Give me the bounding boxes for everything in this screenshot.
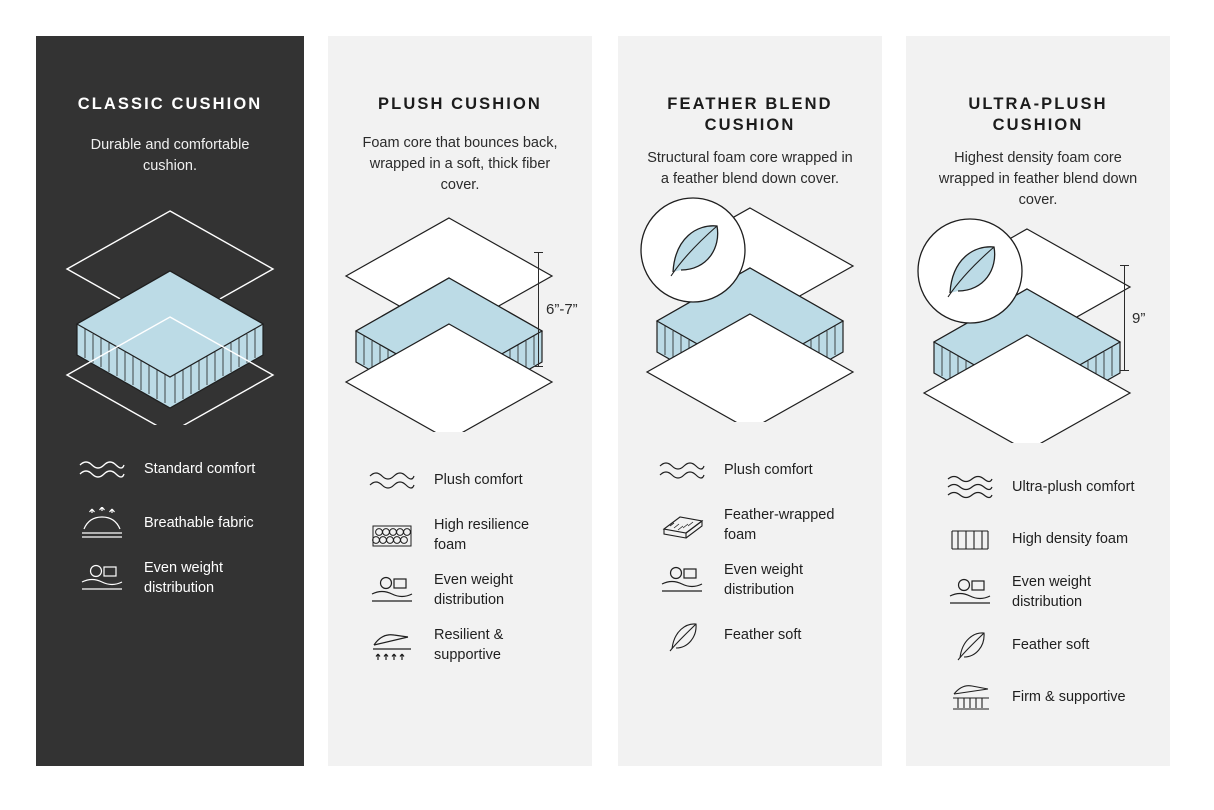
layered-cushion-illustration <box>635 192 865 427</box>
feature-item <box>944 678 1152 716</box>
feature-label: Resilient & supportive <box>434 627 504 663</box>
even-weight-distribution-icon <box>656 562 708 600</box>
feature-label: Firm & supportive <box>1012 688 1126 705</box>
layered-cushion-illustration <box>912 213 1142 448</box>
wave-lines-icon <box>656 452 708 490</box>
feature-item <box>944 626 1152 664</box>
high-density-foam-icon <box>944 521 996 559</box>
feature-label: Even weight distribution <box>434 572 513 608</box>
dimension-annotation <box>538 252 578 367</box>
card-description: Highest density foam core wrapped in feather blend down cover. <box>938 150 1138 209</box>
card-classic-cushion <box>36 36 304 766</box>
cushion-diagram <box>906 213 1170 463</box>
feature-item <box>656 617 864 655</box>
feature-label: High density foam <box>1012 531 1129 548</box>
feature-label: High resilience foam <box>434 517 530 553</box>
feature-label: Breathable fabric <box>144 515 254 532</box>
card-title: FEATHER BLEND CUSHION <box>667 95 833 135</box>
cushion-diagram <box>328 202 592 452</box>
feature-label: Standard comfort <box>144 461 256 478</box>
cushion-diagram <box>618 192 882 442</box>
feature-label: Ultra-plush comfort <box>1012 479 1135 496</box>
dimension-line <box>538 252 539 367</box>
feature-list <box>618 452 882 654</box>
card-title: ULTRA-PLUSH CUSHION <box>968 95 1108 135</box>
wave-lines-icon <box>366 462 418 500</box>
card-title: PLUSH CUSHION <box>378 95 542 113</box>
feather-wrapped-foam-icon <box>656 507 708 545</box>
resilient-support-icon <box>366 627 418 665</box>
feature-list <box>36 451 304 598</box>
dimension-annotation <box>1124 265 1145 371</box>
cushion-diagram <box>36 191 304 441</box>
feature-label: Even weight distribution <box>724 562 803 598</box>
feature-item <box>656 452 864 490</box>
feature-item <box>366 571 574 610</box>
feature-item <box>366 462 574 500</box>
feature-label: Plush comfort <box>434 472 523 489</box>
wave-lines-icon <box>944 469 996 507</box>
feature-label: Feather soft <box>1012 636 1090 653</box>
card-feather-blend-cushion <box>618 36 882 766</box>
feature-label: Plush comfort <box>724 462 813 479</box>
feather-icon <box>944 626 996 664</box>
feature-item <box>366 516 574 555</box>
card-description: Durable and comfortable cushion. <box>90 137 250 175</box>
dimension-label: 9” <box>1132 309 1146 327</box>
feature-label: Even weight distribution <box>144 560 223 596</box>
card-title: CLASSIC CUSHION <box>77 95 263 113</box>
feature-item <box>76 505 286 543</box>
feature-label: Even weight distribution <box>1012 574 1091 610</box>
feature-item <box>76 451 286 489</box>
layered-cushion-illustration <box>55 195 285 430</box>
feature-item <box>944 521 1152 559</box>
dimension-label: 6”-7” <box>546 301 578 319</box>
feature-item <box>76 559 286 598</box>
card-plush-cushion <box>328 36 592 766</box>
card-ultra-plush-cushion <box>906 36 1170 766</box>
even-weight-distribution-icon <box>944 574 996 612</box>
feature-item <box>944 573 1152 612</box>
layered-cushion-illustration <box>334 202 564 437</box>
dimension-line <box>1124 265 1125 371</box>
even-weight-distribution-icon <box>76 560 128 598</box>
feature-list <box>906 469 1170 716</box>
honeycomb-foam-icon <box>366 517 418 555</box>
firm-support-icon <box>944 678 996 716</box>
wave-lines-icon <box>76 451 128 489</box>
card-description: Foam core that bounces back, wrapped in a soft, thick fiber cover. <box>362 135 558 194</box>
feature-list <box>328 462 592 665</box>
even-weight-distribution-icon <box>366 572 418 610</box>
feature-label: Feather-wrapped foam <box>724 507 835 543</box>
feature-label: Feather soft <box>724 626 802 643</box>
breathable-fabric-icon <box>76 505 128 543</box>
feature-item <box>944 469 1152 507</box>
card-description: Structural foam core wrapped in a feather blend down cover. <box>647 150 853 188</box>
feature-item <box>656 561 864 600</box>
feature-item <box>366 626 574 665</box>
feather-icon <box>656 617 708 655</box>
feature-item <box>656 506 864 545</box>
